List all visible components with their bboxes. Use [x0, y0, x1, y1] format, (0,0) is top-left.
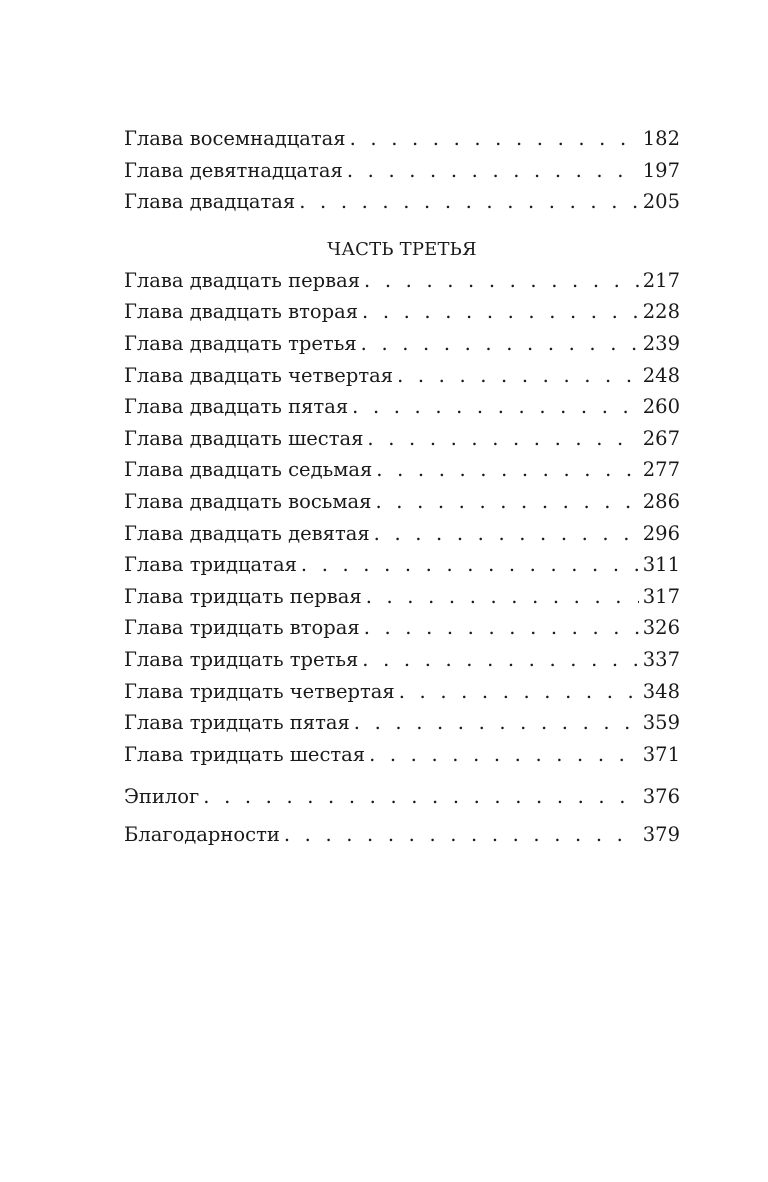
entry-page: 248 [642, 363, 680, 387]
entry-page: 359 [642, 711, 680, 735]
entry-page: 371 [642, 742, 680, 766]
dot-leader [362, 644, 638, 676]
entry-page: 260 [642, 395, 680, 419]
entry-title: Глава двадцатая [124, 190, 296, 214]
table-of-contents [124, 123, 680, 850]
entry-page: 376 [642, 785, 680, 809]
dot-leader [366, 581, 639, 613]
dot-leader [284, 819, 639, 851]
entry-page: 205 [642, 190, 680, 214]
dot-leader [399, 676, 639, 708]
toc-entry[interactable] [124, 454, 680, 486]
dot-leader [299, 186, 639, 218]
dot-leader [347, 155, 639, 187]
toc-entry[interactable] [124, 391, 680, 423]
entry-title: Глава тридцатая [124, 553, 297, 577]
entry-title: Глава тридцать вторая [124, 616, 360, 640]
entry-title: Глава двадцать шестая [124, 426, 364, 450]
toc-entry[interactable] [124, 707, 680, 739]
entry-page: 182 [642, 127, 680, 150]
dot-leader [203, 781, 639, 813]
entry-page: 326 [642, 616, 680, 640]
entry-title: Эпилог [124, 785, 200, 809]
toc-entry[interactable] [124, 360, 680, 392]
toc-entry[interactable] [124, 518, 680, 550]
entry-title: Глава двадцать девятая [124, 521, 370, 545]
entry-title: Глава двадцать первая [124, 268, 361, 292]
entry-title: Глава двадцать вторая [124, 300, 359, 324]
entry-page: 277 [642, 458, 680, 482]
dot-leader [374, 518, 639, 550]
entry-title: Глава тридцать первая [124, 584, 362, 608]
toc-entry[interactable] [124, 186, 680, 218]
toc-entry[interactable] [124, 328, 680, 360]
dot-leader [301, 549, 639, 581]
part-three-heading: ЧАСТЬ ТРЕТЬЯ [327, 238, 477, 260]
toc-entry[interactable] [124, 644, 680, 676]
dot-leader [376, 454, 638, 486]
part-two-tail [124, 123, 680, 218]
part-three-chapters [124, 265, 680, 771]
entry-page: 217 [642, 268, 680, 292]
dot-leader [361, 328, 639, 360]
entry-title: Глава двадцать пятая [124, 395, 349, 419]
dot-leader [367, 423, 638, 455]
toc-entry-acknowledgements[interactable] [124, 819, 680, 851]
entry-page: 239 [642, 331, 680, 355]
entry-page: 267 [642, 426, 680, 450]
toc-entry[interactable] [124, 155, 680, 187]
entry-page: 317 [642, 584, 680, 608]
acknowledgements-section [124, 819, 680, 851]
toc-entry[interactable] [124, 739, 680, 771]
entry-title: Глава тридцать шестая [124, 742, 366, 766]
dot-leader [369, 739, 639, 771]
toc-entry[interactable] [124, 676, 680, 708]
toc-entry[interactable] [124, 549, 680, 581]
entry-title: Глава двадцать третья [124, 331, 357, 355]
dot-leader [352, 391, 639, 423]
entry-title: Глава восемнадцатая [124, 127, 346, 150]
dot-leader [364, 265, 639, 297]
entry-page: 311 [642, 553, 680, 577]
toc-entry[interactable] [124, 612, 680, 644]
entry-page: 379 [642, 822, 680, 846]
entry-page: 337 [642, 647, 680, 671]
toc-entry[interactable] [124, 423, 680, 455]
dot-leader [354, 707, 639, 739]
entry-title: Глава тридцать пятая [124, 711, 350, 735]
toc-entry[interactable] [124, 123, 680, 155]
dot-leader [375, 486, 638, 518]
entry-title: Глава девятнадцатая [124, 158, 343, 182]
toc-entry[interactable] [124, 296, 680, 328]
dot-leader [364, 612, 639, 644]
toc-entry[interactable] [124, 265, 680, 297]
toc-entry-epilogue[interactable] [124, 781, 680, 813]
entry-title: Благодарности [124, 822, 280, 846]
entry-title: Глава тридцать третья [124, 647, 359, 671]
entry-page: 296 [642, 521, 680, 545]
epilogue-section [124, 781, 680, 813]
toc-entry[interactable] [124, 486, 680, 518]
entry-title: Глава двадцать четвертая [124, 363, 394, 387]
entry-page: 286 [642, 489, 680, 513]
entry-title: Глава двадцать восьмая [124, 489, 372, 513]
entry-title: Глава двадцать седьмая [124, 458, 373, 482]
entry-page: 348 [642, 679, 680, 703]
dot-leader [362, 296, 639, 328]
entry-title: Глава тридцать четвертая [124, 679, 395, 703]
dot-leader [350, 123, 639, 155]
dot-leader [397, 360, 639, 392]
entry-page: 197 [642, 158, 680, 182]
entry-page: 228 [642, 300, 680, 324]
toc-entry[interactable] [124, 581, 680, 613]
